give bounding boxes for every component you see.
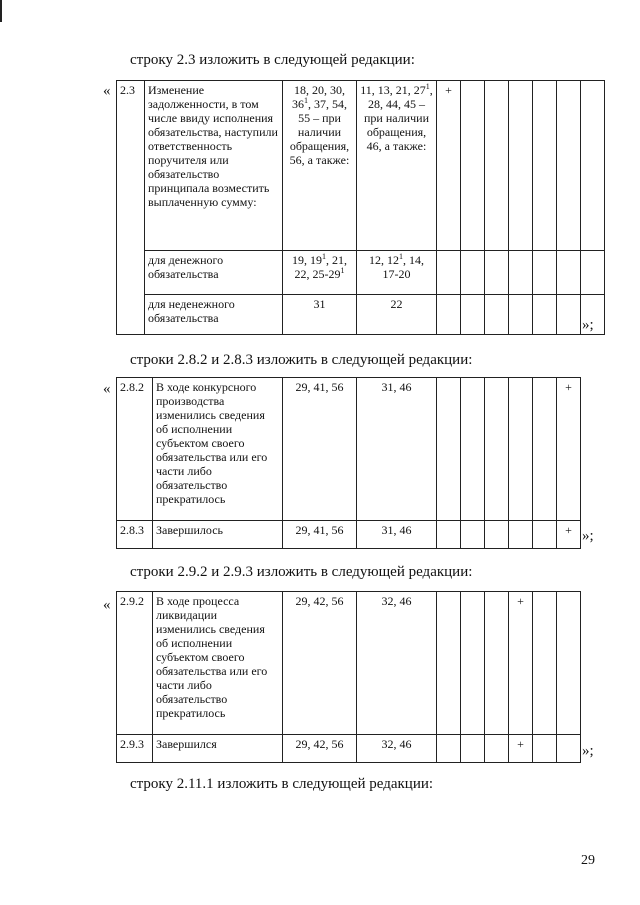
mark-cell bbox=[485, 735, 509, 763]
mark-cell bbox=[461, 251, 485, 295]
mark-cell bbox=[533, 735, 557, 763]
row-description: для денежного обязательства bbox=[145, 251, 283, 295]
row-col2-refs: 31, 46 bbox=[357, 521, 437, 549]
row-col1-refs: 29, 42, 56 bbox=[283, 735, 357, 763]
mark-cell bbox=[533, 251, 557, 295]
section-3-close-quote: »; bbox=[582, 743, 594, 759]
mark-cell bbox=[461, 295, 485, 335]
mark-cell bbox=[437, 378, 461, 521]
row-number: 2.8.2 bbox=[117, 378, 153, 521]
mark-cell bbox=[485, 521, 509, 549]
mark-cell bbox=[509, 378, 533, 521]
row-col2-refs: 12, $12^1$, 14, 17-20 bbox=[357, 251, 437, 295]
mark-cell bbox=[461, 521, 485, 549]
row-number: 2.9.2 bbox=[117, 592, 153, 735]
row-col2-refs: 22 bbox=[357, 295, 437, 335]
table-row-nonmonetary bbox=[117, 295, 605, 335]
row-col2-refs: 32, 46 bbox=[357, 592, 437, 735]
row-col1-refs: 29, 41, 56 bbox=[283, 521, 357, 549]
mark-cell bbox=[485, 81, 509, 251]
section-1-intro: строку 2.3 изложить в следующей редакции: bbox=[130, 52, 415, 68]
section-2-open-quote: « bbox=[103, 381, 111, 397]
row-col1-refs: 31 bbox=[283, 295, 357, 335]
row-col2-refs: 11, 13, 21, $27^1$, 28, 44, 45 – при наличии обращения, 46, а также: bbox=[357, 81, 437, 251]
table-row-2-9-2 bbox=[117, 592, 581, 735]
row-description: для неденежного обязательства bbox=[145, 295, 283, 335]
mark-cell bbox=[509, 251, 533, 295]
mark-cell bbox=[485, 592, 509, 735]
mark-cell bbox=[509, 295, 533, 335]
mark-cell bbox=[461, 592, 485, 735]
mark-cell bbox=[533, 592, 557, 735]
mark-cell bbox=[581, 251, 605, 295]
row-col1-refs: 29, 42, 56 bbox=[283, 592, 357, 735]
mark-cell bbox=[533, 295, 557, 335]
mark-cell bbox=[437, 521, 461, 549]
mark-cell bbox=[557, 735, 581, 763]
mark-cell: + bbox=[437, 81, 461, 251]
row-description: Завершилось bbox=[153, 521, 283, 549]
section-2-intro: строки 2.8.2 и 2.8.3 изложить в следующей редакции: bbox=[130, 352, 473, 368]
row-col2-refs: 31, 46 bbox=[357, 378, 437, 521]
section-3-open-quote: « bbox=[103, 597, 111, 613]
mark-cell: + bbox=[509, 592, 533, 735]
row-col1-refs: 19, $19^1$, 21, 22, $25-29^1$ bbox=[283, 251, 357, 295]
table-row-2-8-3 bbox=[117, 521, 581, 549]
row-number: 2.9.3 bbox=[117, 735, 153, 763]
row-description: В ходе конкурсного производства изменились сведения об исполнении субъектом своего обязательства или его части либо обязательство прекратилось bbox=[153, 378, 283, 521]
mark-cell bbox=[557, 592, 581, 735]
section-3-intro: строки 2.9.2 и 2.9.3 изложить в следующей редакции: bbox=[130, 564, 473, 580]
row-description: В ходе процесса ликвидации изменились сведения об исполнении субъектом своего обязательства или его части либо обязательство прекратилось bbox=[153, 592, 283, 735]
row-col1-refs: 18, 20, 30, $36^1$, 37, 54, 55 – при наличии обращения, 56, а также: bbox=[283, 81, 357, 251]
section-1-table bbox=[116, 80, 605, 335]
mark-cell: + bbox=[557, 521, 581, 549]
mark-cell bbox=[461, 735, 485, 763]
section-1-close-quote: »; bbox=[582, 317, 594, 333]
table-row-2-3 bbox=[117, 81, 605, 251]
mark-cell bbox=[533, 521, 557, 549]
row-number: 2.8.3 bbox=[117, 521, 153, 549]
mark-cell: + bbox=[509, 735, 533, 763]
mark-cell bbox=[437, 295, 461, 335]
mark-cell bbox=[509, 81, 533, 251]
mark-cell bbox=[557, 81, 581, 251]
mark-cell bbox=[557, 251, 581, 295]
row-number: 2.3 bbox=[117, 81, 145, 335]
mark-cell: + bbox=[557, 378, 581, 521]
mark-cell bbox=[461, 81, 485, 251]
mark-cell bbox=[485, 251, 509, 295]
final-intro: строку 2.11.1 изложить в следующей редакции: bbox=[130, 776, 434, 792]
row-col1-refs: 29, 41, 56 bbox=[283, 378, 357, 521]
mark-cell bbox=[485, 295, 509, 335]
page-number: 29 bbox=[581, 853, 595, 868]
section-3-table bbox=[116, 591, 581, 763]
section-2-table bbox=[116, 377, 581, 549]
table-row-2-9-3 bbox=[117, 735, 581, 763]
mark-cell bbox=[437, 592, 461, 735]
mark-cell bbox=[557, 295, 581, 335]
table-row-monetary bbox=[117, 251, 605, 295]
section-2-close-quote: »; bbox=[582, 528, 594, 544]
mark-cell bbox=[533, 378, 557, 521]
mark-cell bbox=[485, 378, 509, 521]
mark-cell bbox=[533, 81, 557, 251]
mark-cell bbox=[437, 251, 461, 295]
scan-edge-mark bbox=[0, 0, 2, 22]
mark-cell bbox=[461, 378, 485, 521]
mark-cell bbox=[581, 81, 605, 251]
section-1-open-quote: « bbox=[103, 83, 111, 99]
table-row-2-8-2 bbox=[117, 378, 581, 521]
row-description: Изменение задолженности, в том числе ввиду исполнения обязательства, наступили ответственность поручителя или обязательство принципала возместить выплаченную сумму: bbox=[145, 81, 283, 251]
row-col2-refs: 32, 46 bbox=[357, 735, 437, 763]
row-description: Завершился bbox=[153, 735, 283, 763]
mark-cell bbox=[509, 521, 533, 549]
mark-cell bbox=[437, 735, 461, 763]
